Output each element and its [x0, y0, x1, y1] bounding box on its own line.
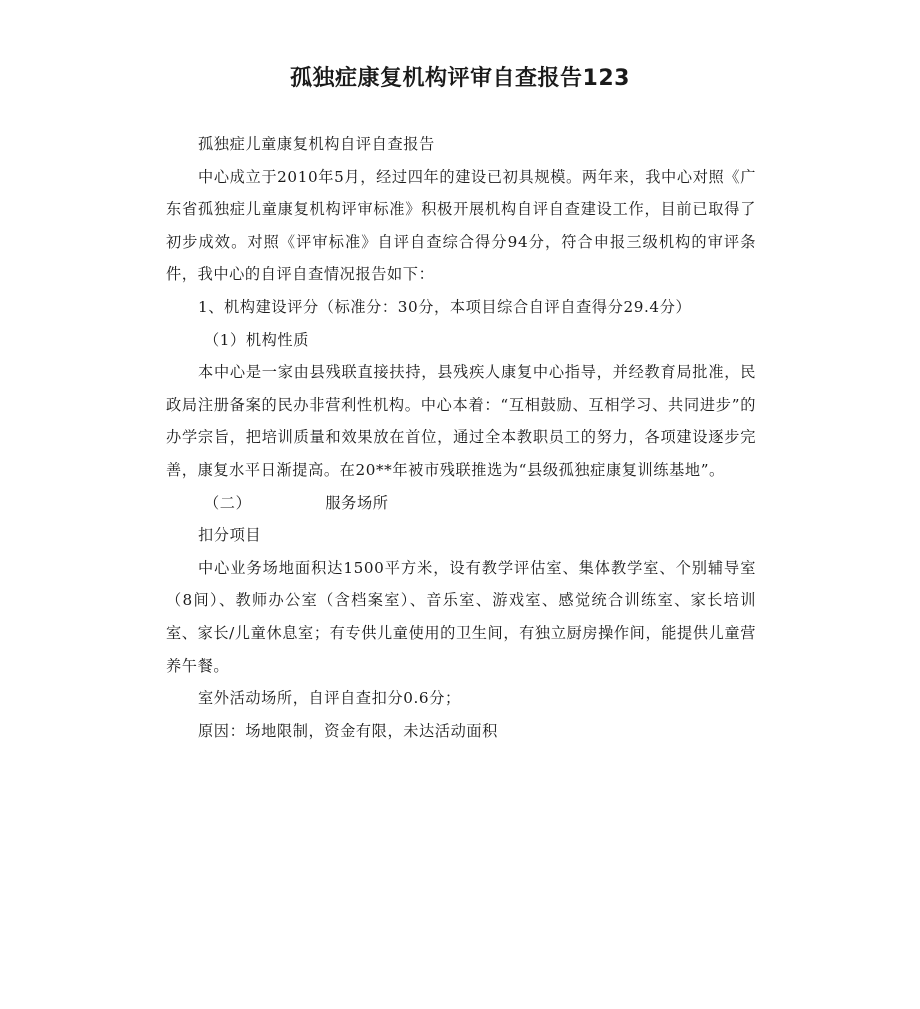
document-title: 孤独症康复机构评审自查报告123 [290, 66, 630, 91]
venue-paragraph: 中心业务场地面积达1500平方米，设有教学评估室、集体教学室、个别辅导室（8间）、教师办公室（含档案室）、音乐室、游戏室、感觉统合训练室、家长培训室、家长/儿童休息室；有专供儿童使用的卫生间，有独立厨房操作间，能提供儿童营养午餐。 [166, 558, 756, 675]
section-2-number: （二） [204, 493, 252, 512]
section-1-1-heading: （1）机构性质 [204, 330, 309, 349]
nature-paragraph: 本中心是一家由县残联直接扶持，县残疾人康复中心指导，并经教育局批准，民政局注册备案的民办非营利性机构。中心本着：“互相鼓励、互相学习、共同进步”的办学宗旨，把培训质量和效果放在首位，通过全本教职员工的努力，各项建设逐步完善，康复水平日渐提高。在20**年被市残联推选为“县级孤独症康复训练基地”。 [166, 363, 756, 479]
document-body [166, 128, 756, 747]
section-1-heading: 1、机构建设评分（标准分：30分，本项目综合自评自查得分29.4分） [198, 297, 692, 316]
section-2-label: 服务场所 [325, 493, 389, 512]
outdoor-paragraph: 室外活动场所，自评自查扣分0.6分； [198, 689, 461, 708]
intro-paragraph: 中心成立于2010年5月，经过四年的建设已初具规模。两年来，我中心对照《广东省孤独症儿童康复机构评审标准》积极开展机构自评自查建设工作，目前已取得了初步成效。对照《评审标准》自评自查综合得分94分，符合申报三级机构的审评条件，我中心的自评自查情况报告如下： [166, 167, 756, 284]
deduction-heading: 扣分项目 [198, 526, 262, 545]
section-2-heading [166, 487, 756, 520]
report-heading: 孤独症儿童康复机构自评自查报告 [198, 135, 435, 153]
reason-paragraph: 原因：场地限制，资金有限，未达活动面积 [198, 721, 498, 740]
